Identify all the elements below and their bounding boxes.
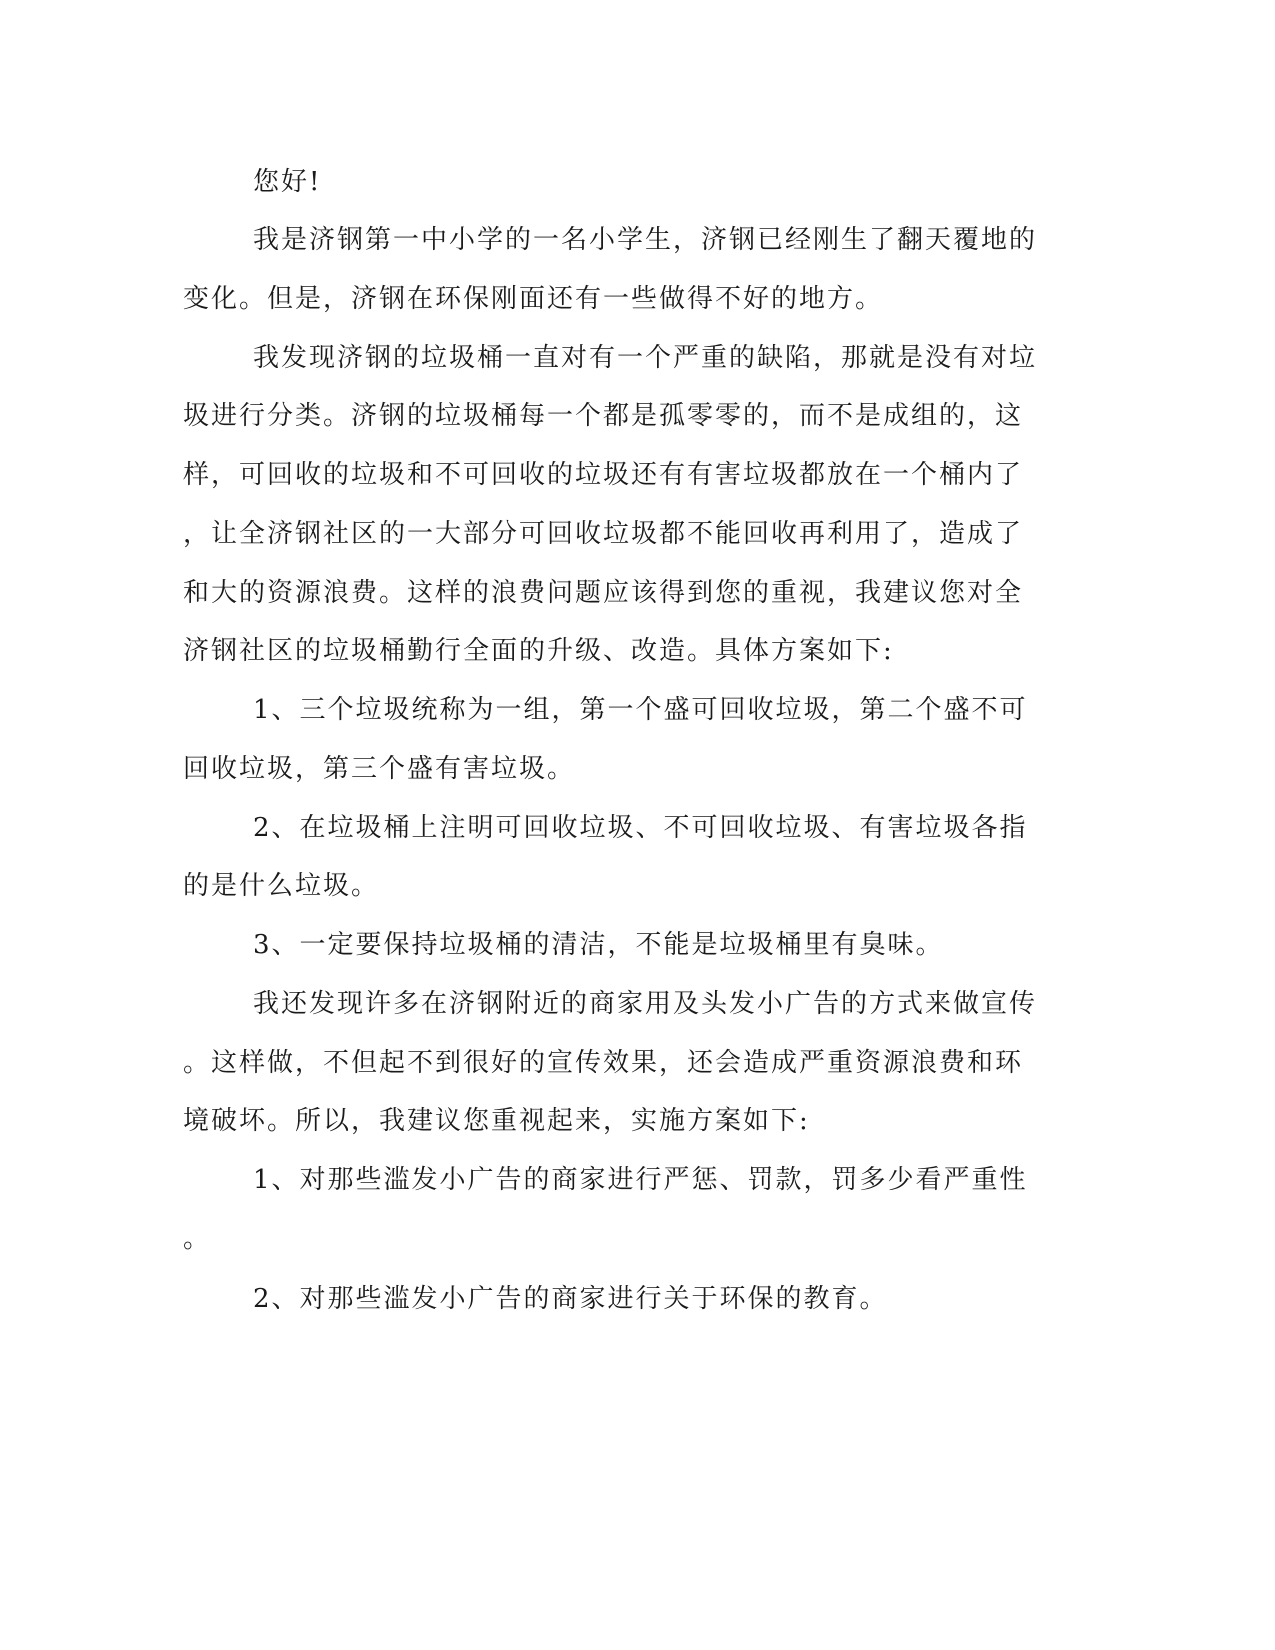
paragraph-line: 境破坏。所以，我建议您重视起来，实施方案如下: bbox=[183, 1106, 810, 1136]
paragraph-line: 济钢社区的垃圾桶勤行全面的升级、改造。具体方案如下: bbox=[183, 636, 894, 666]
paragraph-line: 我是济钢第一中小学的一名小学生，济钢已经刚生了翻天覆地的 bbox=[253, 225, 1038, 255]
list-item-line: 2、在垃圾桶上注明可回收垃圾、不可回收垃圾、有害垃圾各指 bbox=[253, 813, 1028, 843]
paragraph-line: 圾进行分类。济钢的垃圾桶每一个都是孤零零的，而不是成组的，这 bbox=[183, 401, 1024, 431]
list-item-line: 。 bbox=[183, 1224, 212, 1254]
list-item-line: 回收垃圾，第三个盛有害垃圾。 bbox=[183, 754, 576, 784]
paragraph-line: 我发现济钢的垃圾桶一直对有一个严重的缺陷，那就是没有对垃 bbox=[253, 343, 1038, 373]
paragraph-line: 样，可回收的垃圾和不可回收的垃圾还有有害垃圾都放在一个桶内了 bbox=[183, 460, 1024, 490]
list-item-line: 的是什么垃圾。 bbox=[183, 871, 380, 901]
list-item-line: 1、三个垃圾统称为一组，第一个盛可回收垃圾，第二个盛不可 bbox=[253, 695, 1028, 725]
list-item-line: 1、对那些滥发小广告的商家进行严惩、罚款，罚多少看严重性 bbox=[253, 1165, 1028, 1195]
paragraph-line: 我还发现许多在济钢附近的商家用及头发小广告的方式来做宣传 bbox=[253, 989, 1038, 1019]
list-item-line: 3、一定要保持垃圾桶的清洁，不能是垃圾桶里有臭味。 bbox=[253, 930, 944, 960]
paragraph-line: 和大的资源浪费。这样的浪费问题应该得到您的重视，我建议您对全 bbox=[183, 578, 1024, 608]
paragraph-line: 。这样做，不但起不到很好的宣传效果，还会造成严重资源浪费和环 bbox=[183, 1048, 1024, 1078]
list-item-line: 2、对那些滥发小广告的商家进行关于环保的教育。 bbox=[253, 1284, 888, 1314]
paragraph-line: 变化。但是，济钢在环保刚面还有一些做得不好的地方。 bbox=[183, 284, 884, 314]
greeting: 您好! bbox=[253, 167, 322, 197]
paragraph-line: ，让全济钢社区的一大部分可回收垃圾都不能回收再利用了，造成了 bbox=[183, 519, 1024, 549]
